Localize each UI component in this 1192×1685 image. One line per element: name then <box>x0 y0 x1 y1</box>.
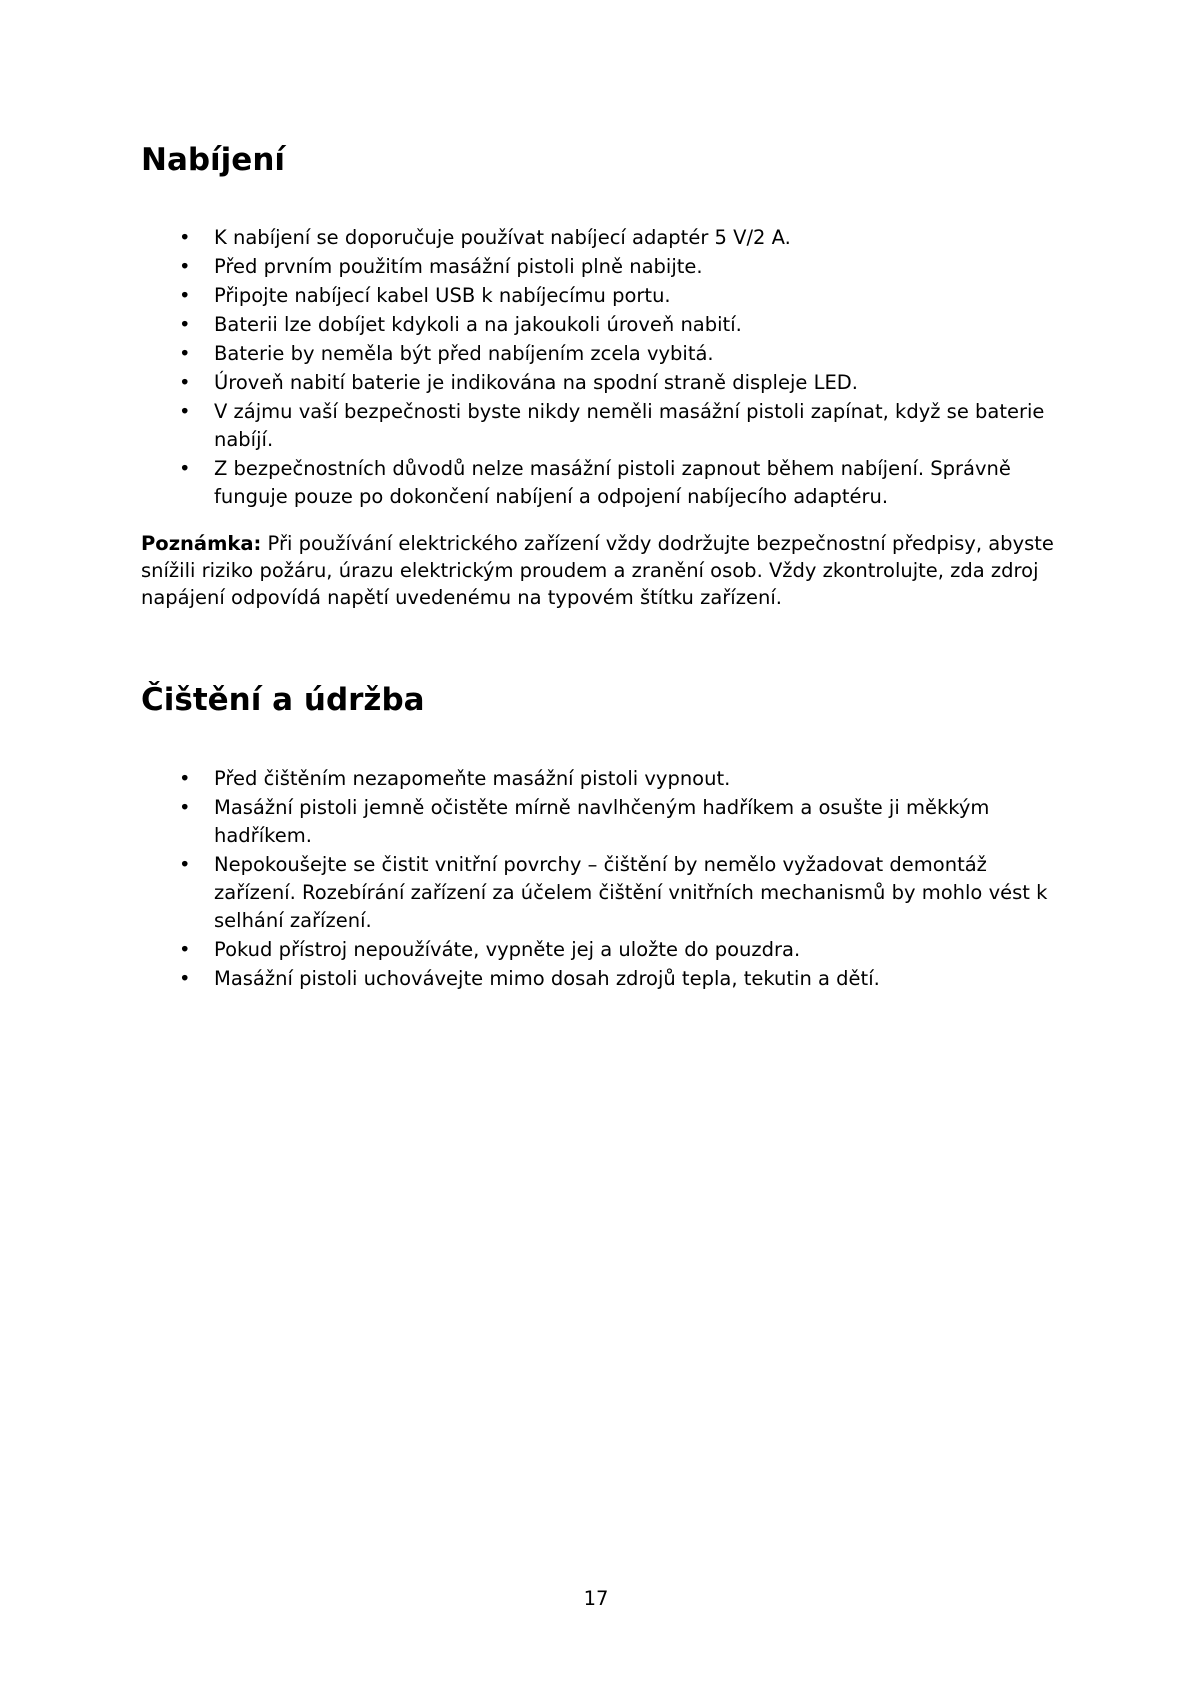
list-item <box>141 765 1061 793</box>
bullet-icon: • <box>179 371 191 394</box>
list-item-text: Před prvním použitím masážní pistoli plně nabijte. <box>214 255 703 278</box>
list-item <box>141 794 1061 850</box>
bullet-icon: • <box>179 853 191 876</box>
bullet-icon: • <box>179 255 191 278</box>
list-item <box>141 282 1061 310</box>
list-item <box>141 965 1061 993</box>
bullet-icon: • <box>179 967 191 990</box>
bullet-icon: • <box>179 796 191 819</box>
list-item <box>141 851 1061 935</box>
charging-section <box>141 140 1061 180</box>
list-item-text: Před čištěním nezapomeňte masážní pistoli vypnout. <box>214 767 731 790</box>
bullet-icon: • <box>179 457 191 480</box>
list-item-text: Připojte nabíjecí kabel USB k nabíjecímu portu. <box>214 284 671 307</box>
charging-bullet-list <box>141 224 1061 512</box>
list-item-text: K nabíjení se doporučuje používat nabíjecí adaptér 5 V/2 A. <box>214 226 791 249</box>
list-item-text: Úroveň nabití baterie je indikována na spodní straně displeje LED. <box>214 371 858 394</box>
bullet-icon: • <box>179 938 191 961</box>
bullet-icon: • <box>179 400 191 423</box>
charging-heading: Nabíjení <box>141 142 286 178</box>
list-item <box>141 311 1061 339</box>
list-item-text: Baterii lze dobíjet kdykoli a na jakoukoli úroveň nabití. <box>214 313 742 336</box>
list-item-text: Z bezpečnostních důvodů nelze masážní pistoli zapnout během nabíjení. Správně funguje pouze po dokončení nabíjení a odpojení nabíjecího adaptéru. <box>214 457 1011 508</box>
list-item-text: Baterie by neměla být před nabíjením zcela vybitá. <box>214 342 714 365</box>
list-item <box>141 224 1061 252</box>
list-item <box>141 936 1061 964</box>
list-item-text: Nepokoušejte se čistit vnitřní povrchy – čištění by nemělo vyžadovat demontáž zařízení. Rozebírání zařízení za účelem čištění vnitřních mechanismů by mohlo vést k selhání zařízení. <box>214 853 1048 932</box>
list-item-text: Masážní pistoli jemně očistěte mírně navlhčeným hadříkem a osušte ji měkkým hadříkem. <box>214 796 990 847</box>
bullet-icon: • <box>179 767 191 790</box>
cleaning-bullet-list <box>141 765 1061 994</box>
list-item <box>141 398 1061 454</box>
note-label: Poznámka: <box>141 532 262 555</box>
list-item-text: Masážní pistoli uchovávejte mimo dosah zdrojů tepla, tekutin a dětí. <box>214 967 880 990</box>
bullet-icon: • <box>179 342 191 365</box>
bullet-icon: • <box>179 226 191 249</box>
list-item <box>141 340 1061 368</box>
list-item-text: V zájmu vaší bezpečnosti byste nikdy neměli masážní pistoli zapínat, když se baterie nabíjí. <box>214 400 1045 451</box>
list-item <box>141 253 1061 281</box>
list-item <box>141 369 1061 397</box>
cleaning-heading: Čištění a údržba <box>141 682 425 718</box>
bullet-icon: • <box>179 284 191 307</box>
note-text: Při používání elektrického zařízení vždy dodržujte bezpečnostní předpisy, abyste snížili riziko požáru, úrazu elektrickým proudem a zranění osob. Vždy zkontrolujte, zda zdroj napájení odpovídá napětí uvedenému na typovém štítku zařízení. <box>141 532 1054 609</box>
bullet-icon: • <box>179 313 191 336</box>
safety-note <box>141 530 1061 611</box>
cleaning-section <box>141 680 1061 720</box>
list-item-text: Pokud přístroj nepoužíváte, vypněte jej a uložte do pouzdra. <box>214 938 801 961</box>
list-item <box>141 455 1061 511</box>
page-number: 17 <box>583 1587 609 1610</box>
